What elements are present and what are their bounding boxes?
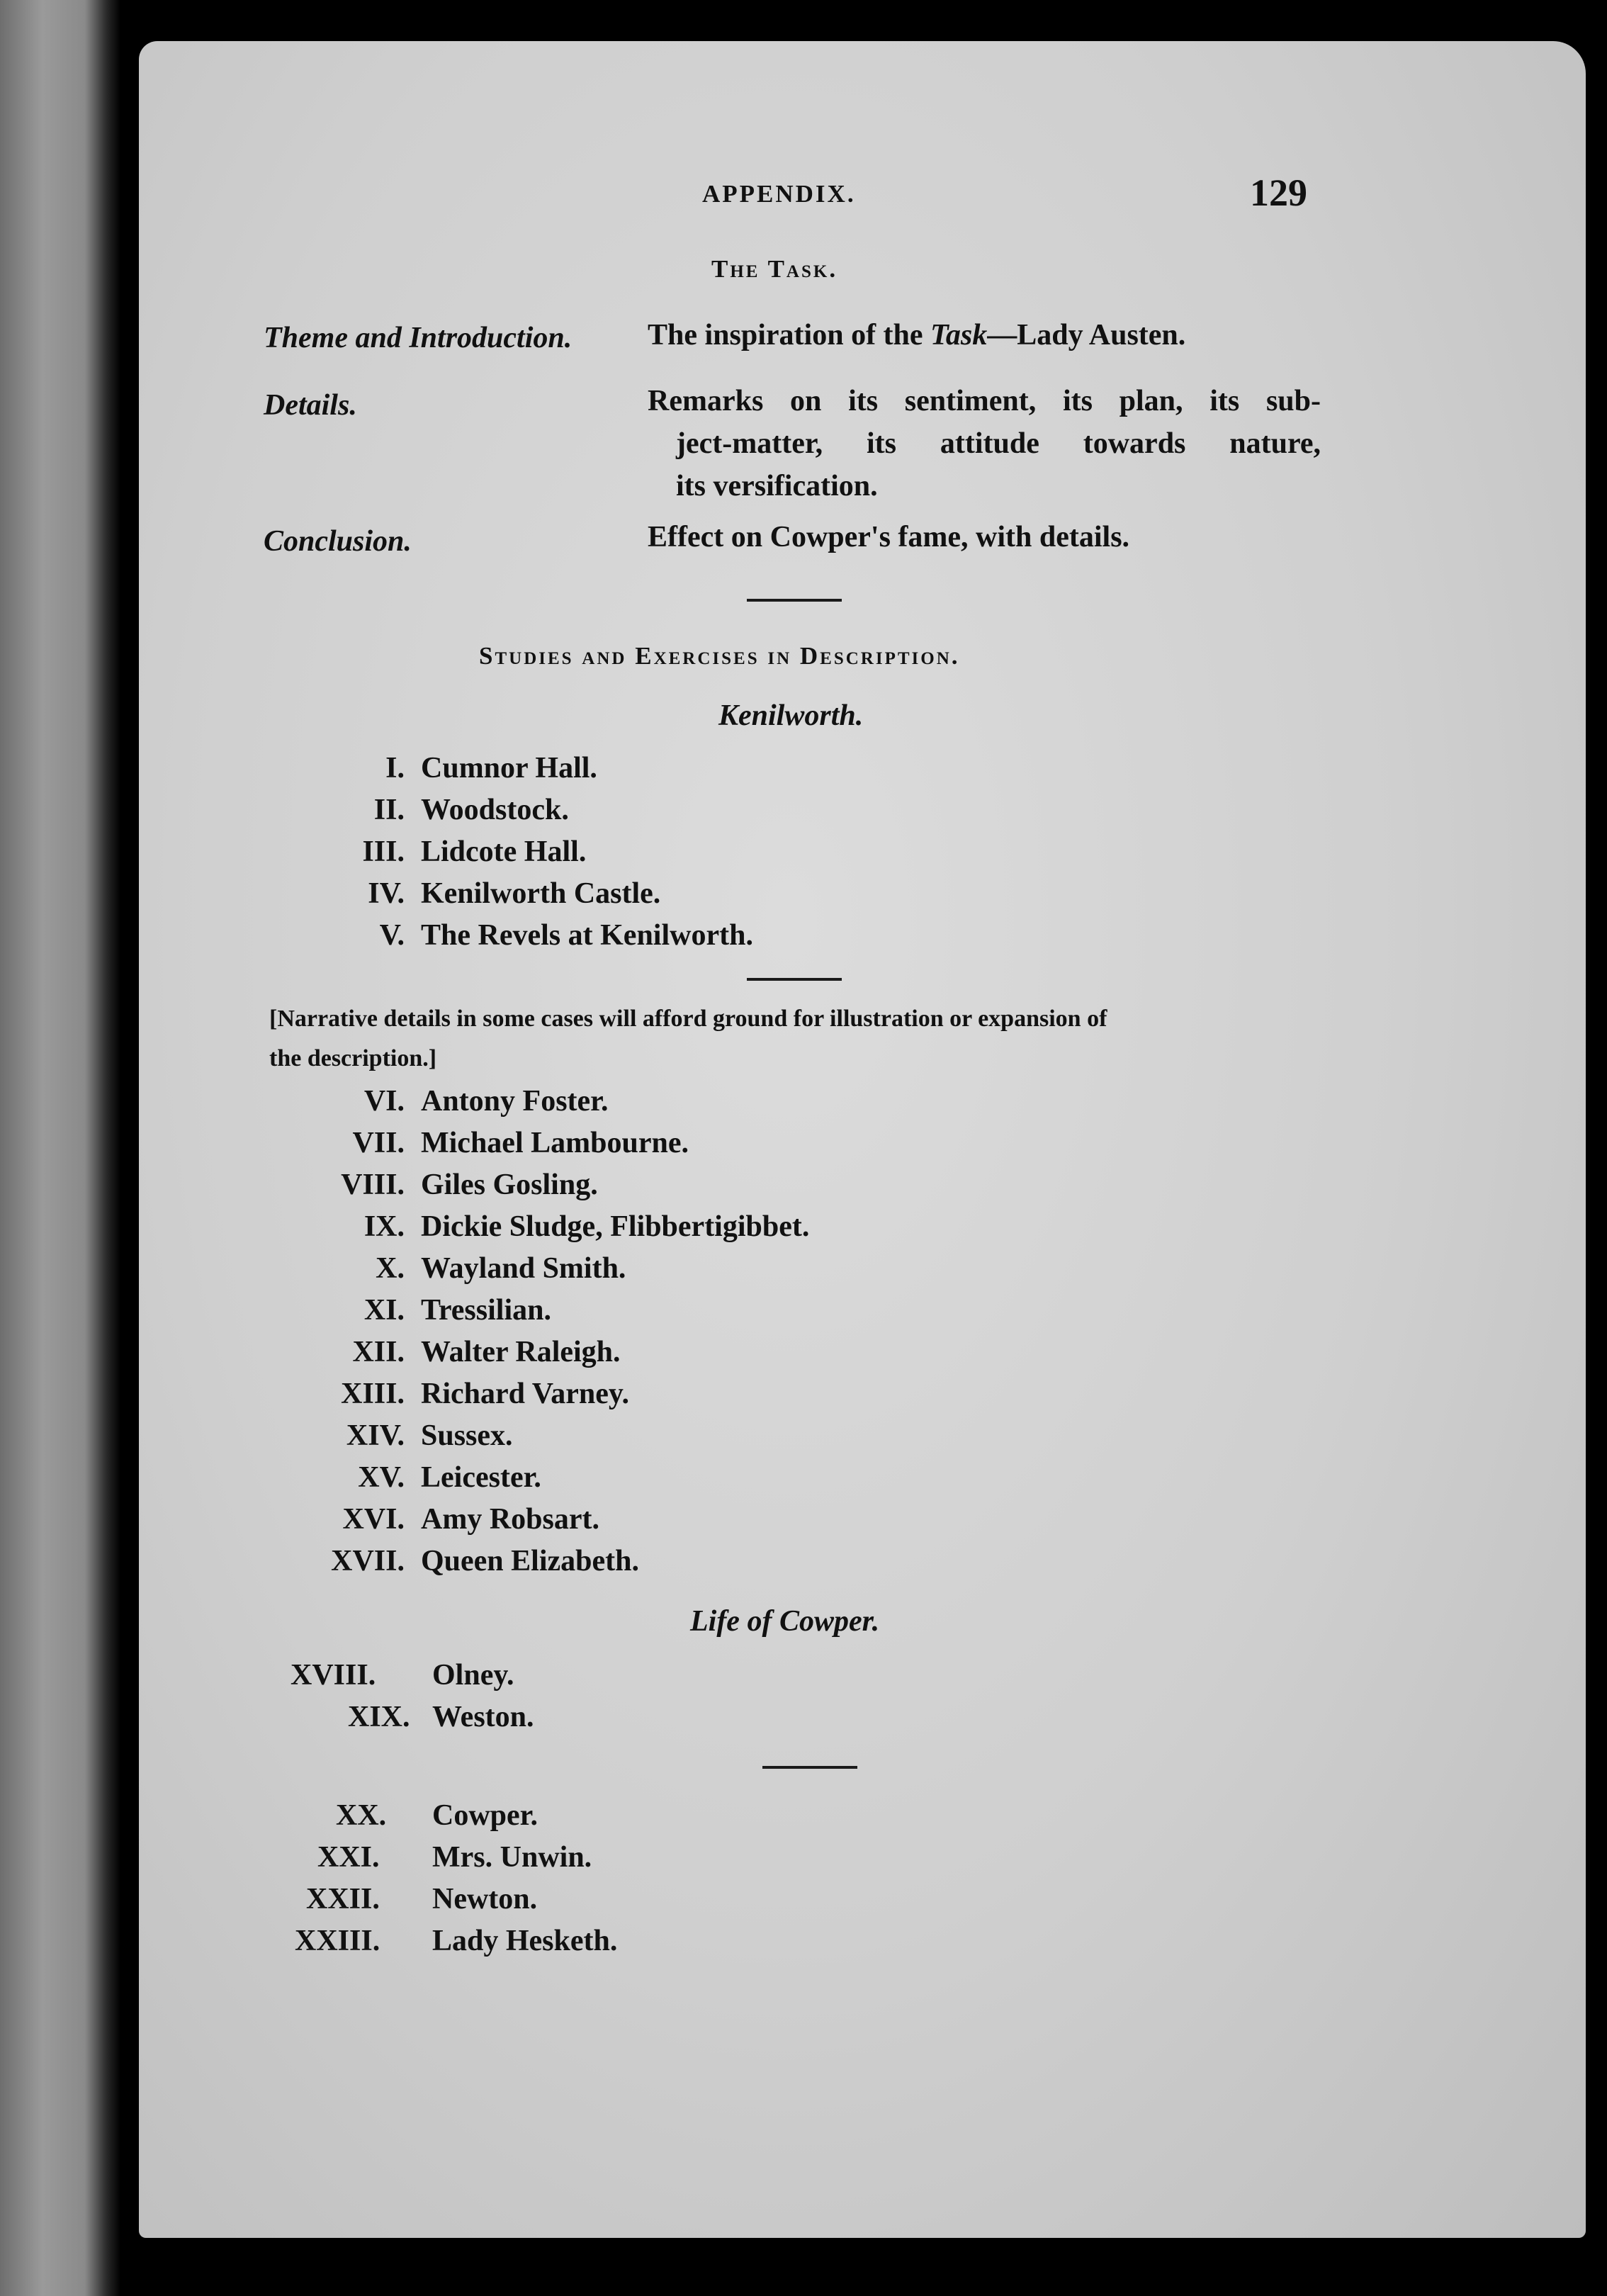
list-item: XV. Leicester. (358, 1461, 541, 1494)
list-item: XVII. Queen Elizabeth. (331, 1545, 640, 1577)
task-row-text: The inspiration of the Task—Lady Austen. (648, 319, 1186, 351)
list-item: III. Lidcote Hall. (362, 835, 587, 868)
list-item: XIII. Richard Varney. (341, 1378, 630, 1410)
narrative-note: [Narrative details in some cases will afford ground for illustration or expansion of the description.] (269, 1006, 1107, 1071)
list-item: XIX. Weston. (348, 1701, 534, 1733)
list-item: XI. Tressilian. (363, 1294, 551, 1327)
kenilworth-heading: Kenilworth. (718, 699, 864, 732)
task-row-label: Details. (264, 389, 357, 422)
list-item: II. Woodstock. (373, 794, 569, 826)
list-item: VIII. Giles Gosling. (341, 1169, 598, 1201)
list-item: VI. Antony Foster. (363, 1085, 609, 1118)
list-item: XIV. Sussex. (346, 1419, 513, 1452)
cowper-heading: Life of Cowper. (690, 1605, 880, 1638)
section-divider (747, 978, 842, 981)
list-item: X. Wayland Smith. (376, 1252, 626, 1285)
task-row-label: Theme and Introduction. (264, 322, 573, 354)
section-divider (747, 599, 842, 602)
list-item: V. The Revels at Kenilworth. (379, 919, 753, 952)
list-item: XII. Walter Raleigh. (352, 1336, 621, 1368)
studies-section-title: Studies and Exercises in Description. (479, 642, 960, 670)
list-item: IX. Dickie Sludge, Flibbertigibbet. (363, 1210, 810, 1243)
list-item: VII. Michael Lambourne. (352, 1127, 689, 1159)
running-header: APPENDIX. (702, 180, 856, 208)
page-number: 129 (1250, 171, 1307, 214)
task-row-text: Effect on Cowper's fame, with details. (648, 521, 1130, 553)
list-item: XXIII. Lady Hesketh. (295, 1925, 618, 1957)
section-divider (762, 1766, 857, 1769)
list-item: XVI. Amy Robsart. (342, 1503, 599, 1536)
book-page (139, 41, 1586, 2238)
list-item: I. Cumnor Hall. (385, 752, 597, 784)
list-item: IV. Kenilworth Castle. (368, 877, 661, 910)
list-item: XX. Cowper. (336, 1799, 538, 1832)
list-item: XVIII. Olney. (291, 1659, 514, 1692)
task-row-text: Remarks on its sentiment, its plan, its sub- ject-matter, its attitude towards nature, its versification. (648, 385, 1321, 502)
task-section-title: The Task. (711, 255, 838, 283)
book-spine-edge (0, 0, 120, 2296)
task-row-label: Conclusion. (264, 525, 412, 558)
list-item: XXI. Mrs. Unwin. (317, 1841, 592, 1874)
list-item: XXII. Newton. (306, 1883, 538, 1915)
